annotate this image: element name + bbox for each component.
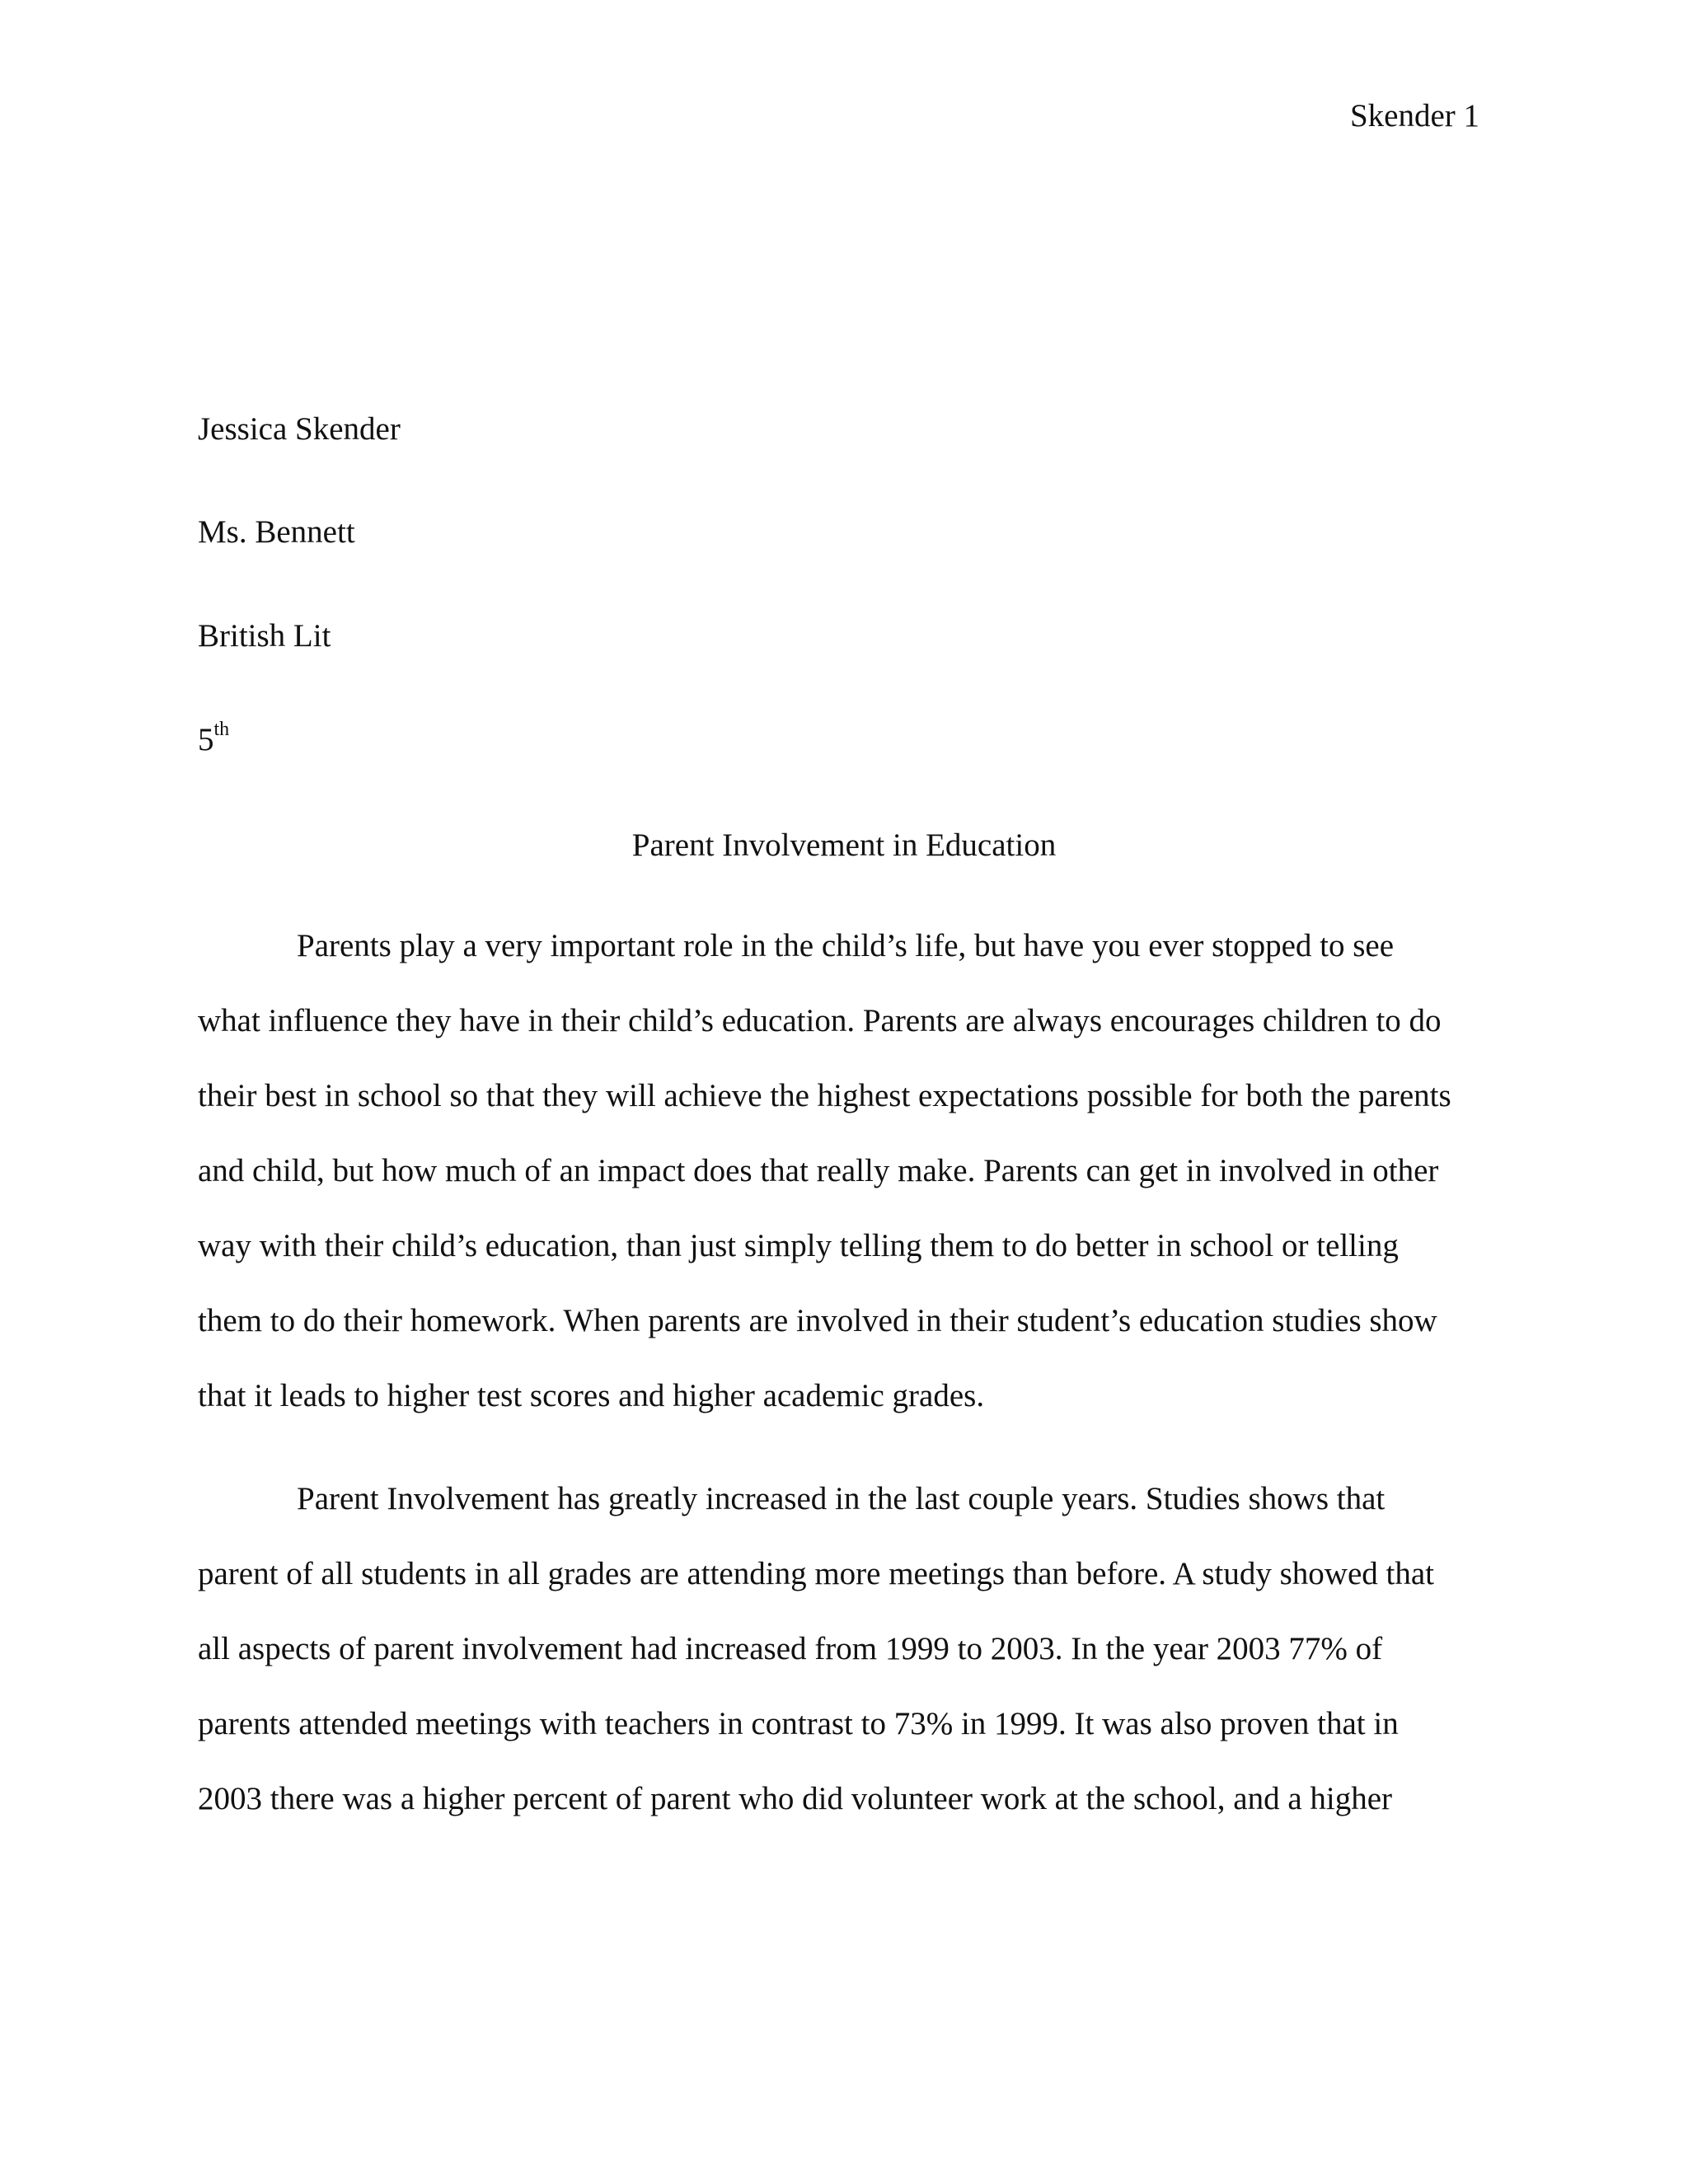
- paragraph-line: Parents play a very important role in the child’s life, but have you ever stopped to see: [297, 928, 1395, 963]
- paragraph-line: what influence they have in their child’s education. Parents are always encourages children to do: [198, 1003, 1442, 1038]
- paragraph-line: that it leads to higher test scores and higher academic grades.: [198, 1378, 985, 1413]
- paragraph-line: all aspects of parent involvement had increased from 1999 to 2003. In the year 2003 77% of: [198, 1631, 1383, 1666]
- essay-title: Parent Involvement in Education: [631, 827, 1057, 863]
- class-period: [198, 719, 230, 757]
- paragraph-line: 2003 there was a higher percent of parent who did volunteer work at the school, and a higher: [198, 1781, 1393, 1816]
- paragraph-line: Parent Involvement has greatly increased in the last couple years. Studies shows that: [297, 1481, 1386, 1516]
- paragraph-line: them to do their homework. When parents are involved in their student’s education studies show: [198, 1303, 1437, 1338]
- paragraph-line: their best in school so that they will achieve the highest expectations possible for both the parents: [198, 1078, 1451, 1113]
- student-name: Jessica Skender: [198, 411, 401, 447]
- class-period-number: 5: [198, 722, 214, 757]
- course-name: British Lit: [198, 618, 331, 654]
- paragraph-line: and child, but how much of an impact does that really make. Parents can get in involved in other: [198, 1153, 1439, 1188]
- paragraph-line: parents attended meetings with teachers in contrast to 73% in 1999. It was also proven that in: [198, 1706, 1399, 1741]
- running-head: Skender 1: [1349, 98, 1479, 134]
- paragraph-line: way with their child’s education, than just simply telling them to do better in school or telling: [198, 1228, 1399, 1263]
- teacher-name: Ms. Bennett: [198, 514, 355, 550]
- paragraph-line: parent of all students in all grades are attending more meetings than before. A study showed that: [198, 1556, 1435, 1591]
- class-period-suffix: th: [213, 719, 230, 740]
